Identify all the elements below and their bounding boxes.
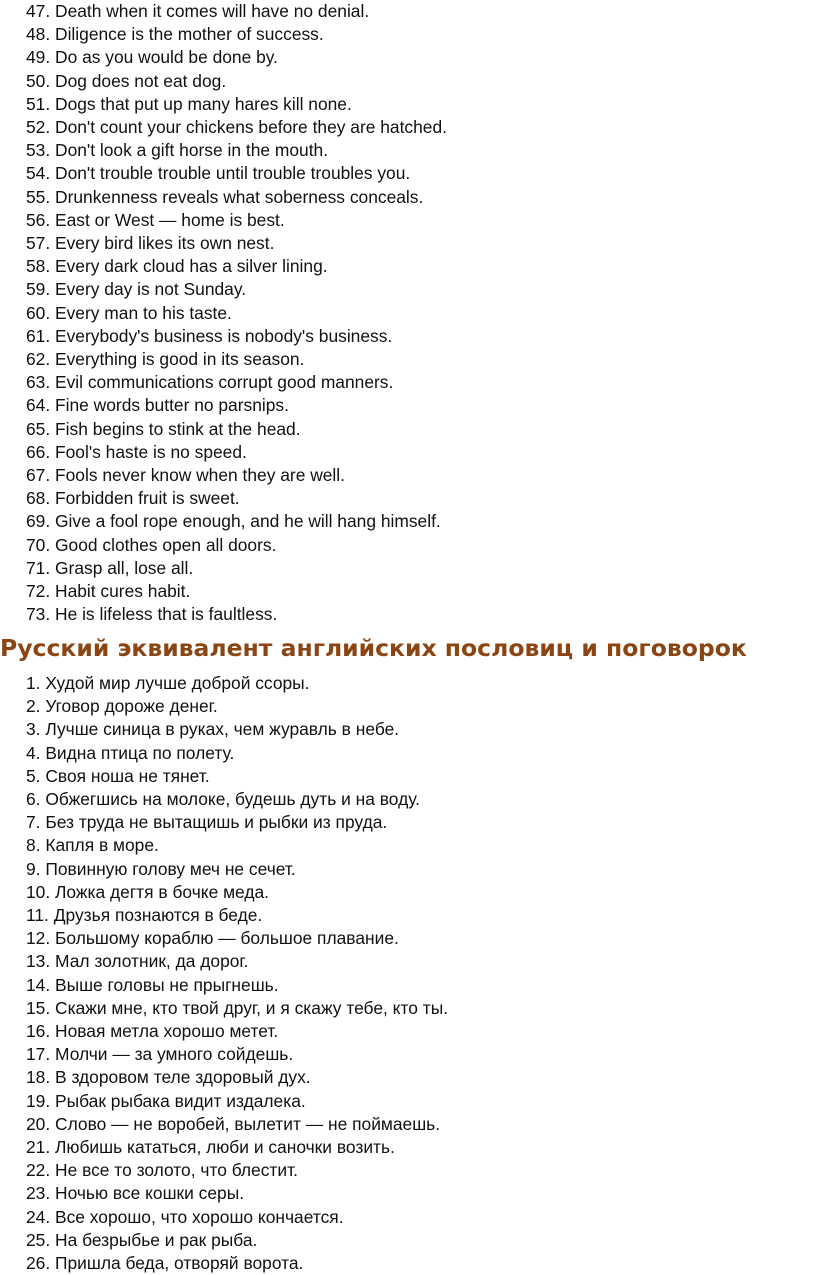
- list-item: 15. Скажи мне, кто твой друг, и я скажу тебе, кто ты.: [26, 997, 449, 1018]
- list-item: 6. Обжегшись на молоке, будешь дуть и на воду.: [26, 789, 421, 810]
- list-item: 16. Новая метла хорошо метет.: [26, 1021, 279, 1042]
- list-item: 70. Good clothes open all doors.: [26, 534, 277, 555]
- english-proverbs-list: [26, 0, 447, 626]
- list-item: 69. Give a fool rope enough, and he will hang himself.: [26, 511, 441, 532]
- list-item: 62. Everything is good in its season.: [26, 349, 305, 370]
- list-item: 19. Рыбак рыбака видит издалека.: [26, 1090, 306, 1111]
- list-item: 24. Все хорошо, что хорошо кончается.: [26, 1206, 344, 1227]
- list-item: 12. Большому кораблю — большое плавание.: [26, 928, 399, 949]
- list-item: 22. Не все то золото, что блестит.: [26, 1160, 298, 1181]
- list-item: 50. Dog does not eat dog.: [26, 70, 227, 91]
- list-item: 66. Fool's haste is no speed.: [26, 441, 247, 462]
- list-item: 52. Don't count your chickens before they are hatched.: [26, 117, 447, 138]
- list-item: 72. Habit cures habit.: [26, 581, 191, 602]
- list-item: 58. Every dark cloud has a silver lining.: [26, 256, 328, 277]
- list-item: 51. Dogs that put up many hares kill none.: [26, 93, 352, 114]
- list-item: 18. В здоровом теле здоровый дух.: [26, 1067, 311, 1088]
- list-item: 14. Выше головы не прыгнешь.: [26, 974, 279, 995]
- list-item: 73. He is lifeless that is faultless.: [26, 604, 278, 625]
- list-item: 1. Худой мир лучше доброй ссоры.: [26, 673, 310, 693]
- list-item: 56. East or West — home is best.: [26, 209, 285, 230]
- list-item: 48. Diligence is the mother of success.: [26, 24, 324, 45]
- russian-proverbs-list: [26, 672, 448, 1275]
- list-item: 60. Every man to his taste.: [26, 302, 232, 323]
- list-item: 49. Do as you would be done by.: [26, 47, 279, 68]
- list-item: 9. Повинную голову меч не сечет.: [26, 858, 296, 879]
- list-item: 21. Любишь кататься, люби и саночки возить.: [26, 1137, 395, 1158]
- list-item: 64. Fine words butter no parsnips.: [26, 395, 289, 416]
- list-item: 10. Ложка дегтя в бочке меда.: [26, 881, 269, 902]
- list-item: 68. Forbidden fruit is sweet.: [26, 488, 240, 509]
- list-item: 3. Лучше синица в руках, чем журавль в небе.: [26, 719, 400, 740]
- list-item: 26. Пришла беда, отворяй ворота.: [26, 1253, 304, 1274]
- list-item: 57. Every bird likes its own nest.: [26, 233, 275, 254]
- list-item: 61. Everybody's business is nobody's business.: [26, 325, 393, 346]
- list-item: 47. Death when it comes will have no denial.: [26, 1, 370, 21]
- list-item: 71. Grasp all, lose all.: [26, 557, 194, 578]
- section-heading: Русский эквивалент английских пословиц и поговорок: [0, 634, 747, 662]
- list-item: 59. Every day is not Sunday.: [26, 279, 247, 300]
- list-item: 7. Без труда не вытащишь и рыбки из пруда.: [26, 812, 388, 833]
- list-item: 67. Fools never know when they are well.: [26, 465, 345, 486]
- list-item: 8. Капля в море.: [26, 835, 159, 856]
- list-item: 17. Молчи — за умного сойдешь.: [26, 1044, 294, 1065]
- list-item: 4. Видна птица по полету.: [26, 742, 235, 763]
- list-item: 13. Мал золотник, да дорог.: [26, 951, 249, 972]
- list-item: 20. Слово — не воробей, вылетит — не поймаешь.: [26, 1113, 441, 1134]
- list-item: 25. На безрыбье и рак рыба.: [26, 1229, 258, 1250]
- list-item: 65. Fish begins to stink at the head.: [26, 418, 301, 439]
- list-item: 63. Evil communications corrupt good manners.: [26, 372, 394, 393]
- list-item: 5. Своя ноша не тянет.: [26, 765, 210, 786]
- list-item: 53. Don't look a gift horse in the mouth.: [26, 140, 329, 161]
- list-item: 23. Ночью все кошки серы.: [26, 1183, 245, 1204]
- list-item: 11. Друзья познаются в беде.: [26, 905, 263, 926]
- list-item: 55. Drunkenness reveals what soberness conceals.: [26, 186, 424, 207]
- list-item: 54. Don't trouble trouble until trouble troubles you.: [26, 163, 411, 184]
- list-item: 2. Уговор дороже денег.: [26, 696, 218, 717]
